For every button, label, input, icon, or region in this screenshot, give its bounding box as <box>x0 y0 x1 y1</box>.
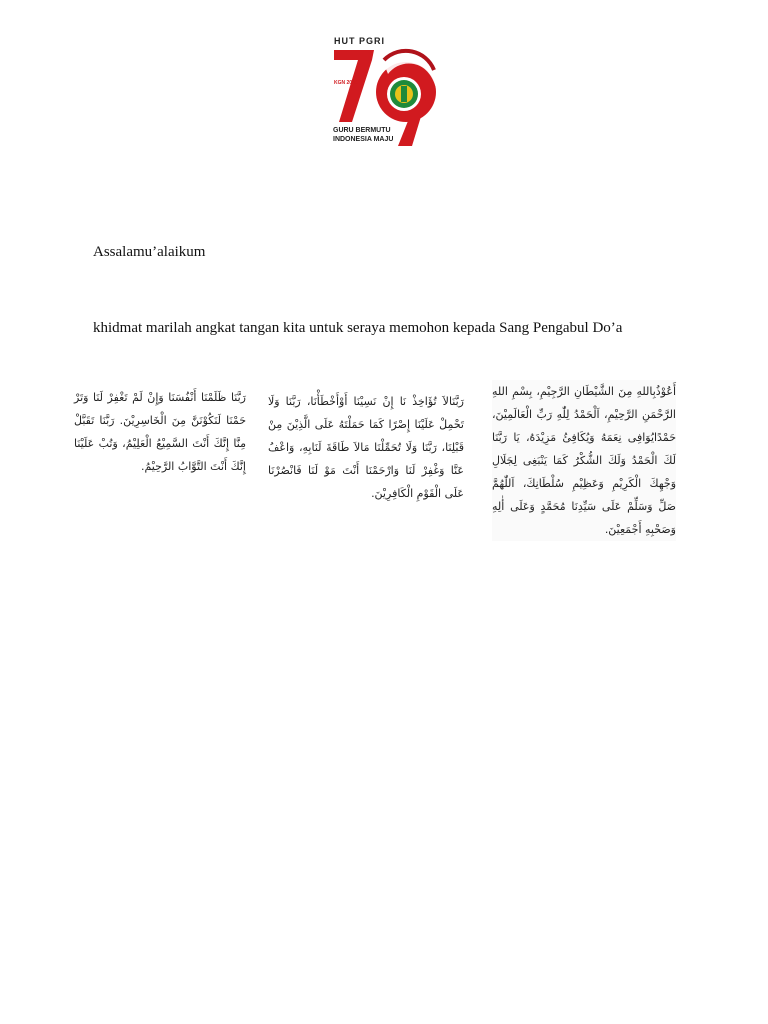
logo-tagline-line2: INDONESIA MAJU <box>333 136 394 143</box>
logo-hut-text: HUT PGRI <box>334 36 386 46</box>
intro-paragraph: khidmat marilah angkat tangan kita untuk seraya memohon kepada Sang Pengabul Do’a <box>93 320 623 336</box>
doa-block-middle: رَبَّنَالاَ تُؤَاخِذْ نَا إِنْ نَسِيْنَا أَوْأَخْطَأْنَا، رَبَّنَا وَلَا تَحْمِلْ عَلَيْنَا إِصْرًا كَمَا حَمَلْتَهُ عَلَى الَّذِيْنَ مِنْ قَبْلِنَا، رَبَّنَا وَلَا تُحَمِّلْنَا مَالاَ طَاقَةَ لَنَابِهِ، وَاعْفُ عَنَّا وَغْفِرْ لَنَا وَارْحَمْنَا أَنْتَ مَوْ لَنَا فَانْصُرْنَا عَلَى الْقَوْمِ الْكَافِرِيْنَ. <box>268 395 464 500</box>
pgri-anniversary-logo <box>328 30 444 154</box>
logo-year-text: KGN 2024 <box>334 80 358 86</box>
greeting-text: Assalamu’alaikum <box>93 244 206 260</box>
logo-tagline <box>333 126 393 144</box>
doa-block-left: رَبَّنَا ظَلَمْنَا أَنْفُسَنَا وَإِنْ لَمْ تَغْفِرْ لَنَا وَتَرْ حَمْنَا لَنَكُوْنَنَّ مِنَ الْخَاسِرِيْنَ. رَبَّنَا تَقَبَّلْ مِنَّا إِنَّكَ أَنْتَ السَّمِيْعُ الْعَلِيْمُ، وَتُبْ عَلَيْنَا إِنَّكَ أَنْتَ التَّوَّابُ الرَّحِيْمُ. <box>74 391 246 473</box>
logo-tagline-line1: GURU BERMUTU <box>333 127 391 134</box>
doa-block-right: أَعُوْذُبِاللهِ مِنَ الشَّيْطَانِ الرَّجِيْمِ، بِسْمِ اللهِ الرَّحْمَنِ الرَّحِيْمِ، اَلْحَمْدُ لِلّٰهِ رَبِّ الْعَالَمِيْنَ، حَمْدًايُوَافِى نِعَمَهُ وَيُكَافِئُ مَزِيْدَهُ، يَا رَبَّنَا لَكَ الْحَمْدُ وَلَكَ الشُّكْرُ كَمَا يَنْبَغِى لِجَلَالِ وَجْهِكَ الْكَرِيْمِ وَعَظِيْمِ سُلْطَانِكَ، اَللّٰهُمَّ صَلِّ وَسَلِّمْ عَلَى سَيِّدِنَا مُحَمَّدٍ وَعَلَى أٰلِهِ وَصَحْبِهِ أَجْمَعِيْنَ. <box>492 380 676 541</box>
